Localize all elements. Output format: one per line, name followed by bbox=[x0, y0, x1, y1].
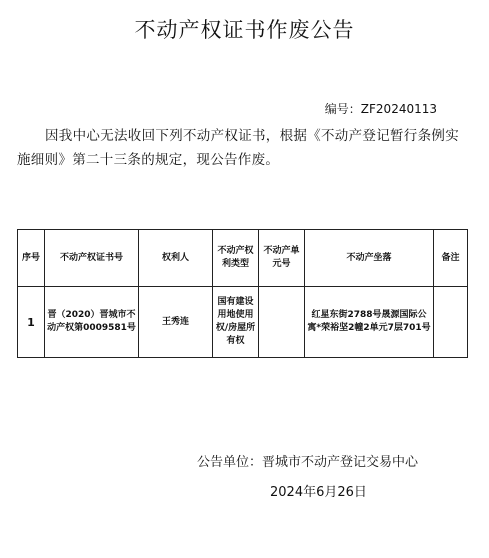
cell-serial: 1 bbox=[18, 287, 45, 358]
issuing-unit: 公告单位：晋城市不动产登记交易中心 bbox=[197, 455, 419, 470]
header-right-holder: 权利人 bbox=[139, 230, 213, 287]
cell-right-holder: 王秀连 bbox=[139, 287, 213, 358]
header-location: 不动产坐落 bbox=[305, 230, 434, 287]
notice-body: 因我中心无法收回下列不动产权证书，根据《不动产登记暂行条例实施细则》第二十三条的规定，现公告作废。 bbox=[17, 128, 459, 168]
notice-title: 不动产权证书作废公告 bbox=[134, 18, 355, 42]
cell-remarks bbox=[434, 287, 468, 358]
cell-location: 红星东街2788号晟源国际公寓*荣裕坚2幢2单元7层701号 bbox=[305, 287, 434, 358]
cell-certificate-no: 晋（2020）晋城市不动产权第0009581号 bbox=[45, 287, 139, 358]
table-row bbox=[18, 287, 468, 358]
cell-right-type: 国有建设用地使用权/房屋所有权 bbox=[213, 287, 259, 358]
header-serial: 序号 bbox=[18, 230, 45, 287]
void-certificate-table bbox=[17, 229, 468, 358]
header-right-type: 不动产权利类型 bbox=[213, 230, 259, 287]
cell-unit-no bbox=[259, 287, 305, 358]
issue-date: 2024年6月26日 bbox=[270, 485, 367, 500]
header-certificate-no: 不动产权证书号 bbox=[45, 230, 139, 287]
header-unit-no: 不动产单元号 bbox=[259, 230, 305, 287]
header-remarks: 备注 bbox=[434, 230, 468, 287]
document-number: 编号：ZF20240113 bbox=[324, 102, 437, 116]
table-header-row bbox=[18, 230, 468, 287]
